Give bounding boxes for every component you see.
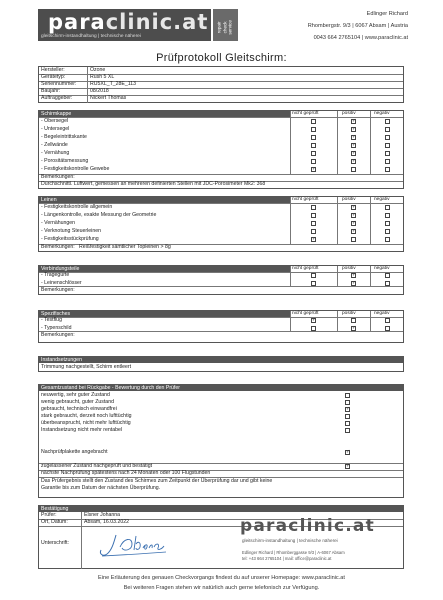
- checkbox-negativ[interactable]: [385, 213, 390, 218]
- remarks-text: Reißfestigkeit sämtlicher Topleinen > 8g: [79, 244, 171, 250]
- stamp-address: Edlinger Richard | Rhomberggasse 9/3 | A-6067 Absam: [242, 550, 345, 555]
- check-item-label: - Porositätsmessung: [41, 158, 89, 164]
- checkbox-negativ[interactable]: [385, 167, 390, 172]
- unterschrift-label: Unterschrift:: [41, 540, 69, 546]
- section-gesamtzustand: [38, 384, 404, 498]
- check-item-label: - Obersegel: [41, 118, 69, 124]
- section-spezifisches: [38, 310, 404, 343]
- col-negativ: negativ: [374, 311, 390, 316]
- checkbox-positiv[interactable]: [351, 119, 356, 124]
- section-title: Instandsetzungen: [39, 357, 404, 363]
- checkbox-nicht[interactable]: [311, 318, 316, 323]
- zugelassen-checkbox[interactable]: [345, 464, 350, 469]
- section-title: Schirmkappe: [39, 111, 290, 117]
- check-item-label: - Testflug: [41, 317, 62, 323]
- condition-checkbox[interactable]: [345, 407, 350, 412]
- zugelassen-label: zugelassener Zustand nachgeprüft und bestätigt: [41, 463, 153, 469]
- checkbox-nicht[interactable]: [311, 143, 316, 148]
- check-item-label: - Untersegel: [41, 126, 70, 132]
- section-title: Bestätigung: [39, 506, 404, 512]
- col-nicht-geprueft: nicht geprüft: [292, 111, 319, 116]
- header-owner: Edlinger Richard: [366, 11, 408, 17]
- section-instandsetzungen: [38, 356, 404, 372]
- check-item-label: - Längenkontrolle, exakte Messung der Geometrie: [41, 212, 157, 218]
- disclaimer-2: Garantie bis zum Datum der nächsten Überprüfung.: [41, 485, 161, 491]
- condition-checkbox[interactable]: [345, 400, 350, 405]
- checkbox-nicht[interactable]: [311, 237, 316, 242]
- info-value: RU5XL_T_28E_113: [90, 81, 137, 87]
- section-title: Gesamtzustand bei Rückgabe - Bewertung durch den Prüfer: [39, 385, 404, 391]
- footer-line-2: Bei weiteren Fragen stehen wir natürlich auch gerne telefonisch zur Verfügung.: [123, 585, 320, 591]
- checkbox-nicht[interactable]: [311, 213, 316, 218]
- checkbox-nicht[interactable]: [311, 273, 316, 278]
- col-positiv: positiv: [342, 111, 356, 116]
- condition-checkbox[interactable]: [345, 428, 350, 433]
- check-item-label: - Festigkeitskontrolle Gewebe: [41, 166, 110, 172]
- checkbox-positiv[interactable]: [351, 229, 356, 234]
- remarks-label: Bemerkungen:: [41, 332, 75, 338]
- condition-label: Instandsetzung nicht mehr rentabel: [41, 427, 123, 433]
- check-item-label: - Tragegurte: [41, 272, 70, 278]
- info-value: Ozone: [90, 67, 106, 73]
- check-item-label: - Zellwände: [41, 142, 68, 148]
- checkbox-positiv[interactable]: [351, 205, 356, 210]
- info-label: Auftraggeber:: [41, 95, 73, 101]
- logo-word-a: para: [48, 10, 106, 34]
- stamp-contact: tel: +43 664 2765104 | mail: office@paraclinic.at: [242, 556, 332, 561]
- instandsetzungen-text: Trimmung nachgestellt, Schirm entleert: [41, 364, 132, 370]
- check-item-label: - Vernähungen: [41, 220, 76, 226]
- checkbox-negativ[interactable]: [385, 127, 390, 132]
- next-check: nächste Nachprüfung spätestens nach 24 Monaten oder 100 Flugstunden: [41, 470, 211, 476]
- checkbox-positiv[interactable]: [351, 143, 356, 148]
- disclaimer-1: Das Prüfergebnis stellt den Zustand des Schirmes zum Zeitpunkt der Überprüfung dar und gibt keine: [41, 478, 273, 484]
- check-item-label: - Vernähung: [41, 150, 70, 156]
- section-title: Verbindungsteile: [39, 266, 290, 272]
- remarks-label: Bemerkungen:: [41, 287, 75, 293]
- checkbox-positiv[interactable]: [351, 237, 356, 242]
- checkbox-positiv[interactable]: [351, 151, 356, 156]
- col-nicht-geprueft: nicht geprüft: [292, 197, 319, 202]
- info-value: Nickert Thomas: [90, 95, 127, 101]
- info-label: Gerätetyp:: [41, 74, 66, 80]
- check-item-label: - Festigkeitskontrolle allgemein: [41, 204, 113, 210]
- paraclinic-logo: [38, 9, 211, 41]
- condition-label: überbeansprucht, nicht mehr lufttüchtig: [41, 420, 131, 426]
- check-item-label: - Begeleintrittskante: [41, 134, 87, 140]
- plakette-checkbox[interactable]: [345, 450, 350, 455]
- checkbox-nicht[interactable]: [311, 135, 316, 140]
- checkbox-nicht[interactable]: [311, 221, 316, 226]
- checkbox-nicht[interactable]: [311, 167, 316, 172]
- remarks-label: Bemerkungen:: [41, 174, 75, 180]
- signature-image: [96, 532, 171, 558]
- checkbox-negativ[interactable]: [385, 229, 390, 234]
- checkbox-nicht[interactable]: [311, 229, 316, 234]
- info-label: Hersteller:: [41, 67, 65, 73]
- checkbox-negativ[interactable]: [385, 159, 390, 164]
- section-title: Leinen: [39, 197, 290, 203]
- checkbox-positiv[interactable]: [351, 167, 356, 172]
- checkbox-positiv[interactable]: [351, 221, 356, 226]
- page-title: Prüfprotokoll Gleitschirm:: [156, 52, 287, 64]
- checkbox-negativ[interactable]: [385, 143, 390, 148]
- checkbox-positiv[interactable]: [351, 127, 356, 132]
- check-item-label: - Typenschild: [41, 325, 72, 331]
- checkbox-positiv[interactable]: [351, 273, 356, 278]
- pruefer-label: Prüfer:: [41, 512, 57, 518]
- stamp-subtitle: gleitschirm-instandhaltung | technische näherei: [242, 538, 338, 543]
- condition-label: stark gebraucht, derzeit noch lufttüchtig: [41, 413, 132, 419]
- ort-value: Absam, 16.03.2022: [84, 519, 129, 525]
- logo-subtitle: gleitschirm-instandhaltung | technische näherei: [41, 34, 141, 39]
- checkbox-negativ[interactable]: [385, 151, 390, 156]
- info-label: Seriennummer:: [41, 81, 77, 87]
- col-negativ: negativ: [374, 266, 390, 271]
- check-item-label: - Leinenschlösser: [41, 280, 82, 286]
- checkbox-nicht[interactable]: [311, 119, 316, 124]
- col-negativ: negativ: [374, 197, 390, 202]
- footer-line-1: Eine Erläuterung des genauen Checkvorgangs findest du auf unserer Homepage: www.paraclinic.at: [98, 575, 345, 581]
- header-contact: 0043 664 2765104 | www.paraclinic.at: [313, 35, 408, 41]
- pruefer-value: Elsner Johanna: [84, 512, 121, 518]
- col-negativ: negativ: [374, 111, 390, 116]
- checkbox-negativ[interactable]: [385, 237, 390, 242]
- section-leinen: [38, 196, 404, 252]
- checkbox-negativ[interactable]: [385, 119, 390, 124]
- header-address: Rhombergstr. 9/3 | 6067 Absam | Austria: [307, 23, 408, 29]
- condition-checkbox[interactable]: [345, 414, 350, 419]
- plakette-label: Nachprüfplakette angebracht: [41, 449, 108, 455]
- ort-label: Ort, Datum:: [41, 519, 68, 525]
- remarks-text: Durchschnittl. Luftwert, gemessen an mehreren definierten Stellen mit JDC-Porosimeter Mk2: 368: [41, 181, 266, 187]
- section-title: Spezifisches: [39, 311, 290, 317]
- checkbox-negativ[interactable]: [385, 135, 390, 140]
- remarks-label: Bemerkungen:: [41, 244, 75, 250]
- check-item-label: - Verknotung Steuerleinen: [41, 228, 101, 234]
- company-stamp: [240, 516, 400, 566]
- condition-label: wenig gebraucht, guter Zustand: [41, 399, 114, 405]
- checkbox-nicht[interactable]: [311, 127, 316, 132]
- checkbox-negativ[interactable]: [385, 318, 390, 323]
- logo-side-box: [213, 9, 238, 41]
- logo-side-2: check: [222, 21, 228, 34]
- section-verbindungsteile: [38, 265, 404, 295]
- checkbox-nicht[interactable]: [311, 159, 316, 164]
- condition-checkbox[interactable]: [345, 393, 350, 398]
- checkbox-nicht[interactable]: [311, 151, 316, 156]
- info-label: Baujahr:: [41, 88, 61, 94]
- info-value: Rush 5 XL: [90, 74, 115, 80]
- checkbox-positiv[interactable]: [351, 135, 356, 140]
- col-nicht-geprueft: nicht geprüft: [292, 266, 319, 271]
- logo-side-1: repair: [216, 21, 222, 34]
- checkbox-nicht[interactable]: [311, 205, 316, 210]
- section-schirmkappe: [38, 110, 404, 189]
- logo-word-b: clinic.at: [105, 10, 209, 34]
- col-nicht-geprueft: nicht geprüft: [292, 311, 319, 316]
- checkbox-negativ[interactable]: [385, 205, 390, 210]
- device-info-table: [38, 66, 404, 103]
- stamp-word-a: para: [240, 516, 289, 536]
- check-item-label: - Festigkeitsstückprüfung: [41, 236, 99, 242]
- info-value: 08/2018: [90, 88, 109, 94]
- checkbox-negativ[interactable]: [385, 221, 390, 226]
- condition-checkbox[interactable]: [345, 421, 350, 426]
- condition-label: gebraucht, technisch einwandfrei: [41, 406, 117, 412]
- col-positiv: positiv: [342, 311, 356, 316]
- col-positiv: positiv: [342, 266, 356, 271]
- logo-side-3: service: [227, 20, 233, 35]
- checkbox-positiv[interactable]: [351, 159, 356, 164]
- condition-label: neuwertig, sehr guter Zustand: [41, 392, 110, 398]
- checkbox-negativ[interactable]: [385, 273, 390, 278]
- checkbox-positiv[interactable]: [351, 318, 356, 323]
- col-positiv: positiv: [342, 197, 356, 202]
- checkbox-positiv[interactable]: [351, 213, 356, 218]
- stamp-word-b: clinic.at: [288, 516, 375, 536]
